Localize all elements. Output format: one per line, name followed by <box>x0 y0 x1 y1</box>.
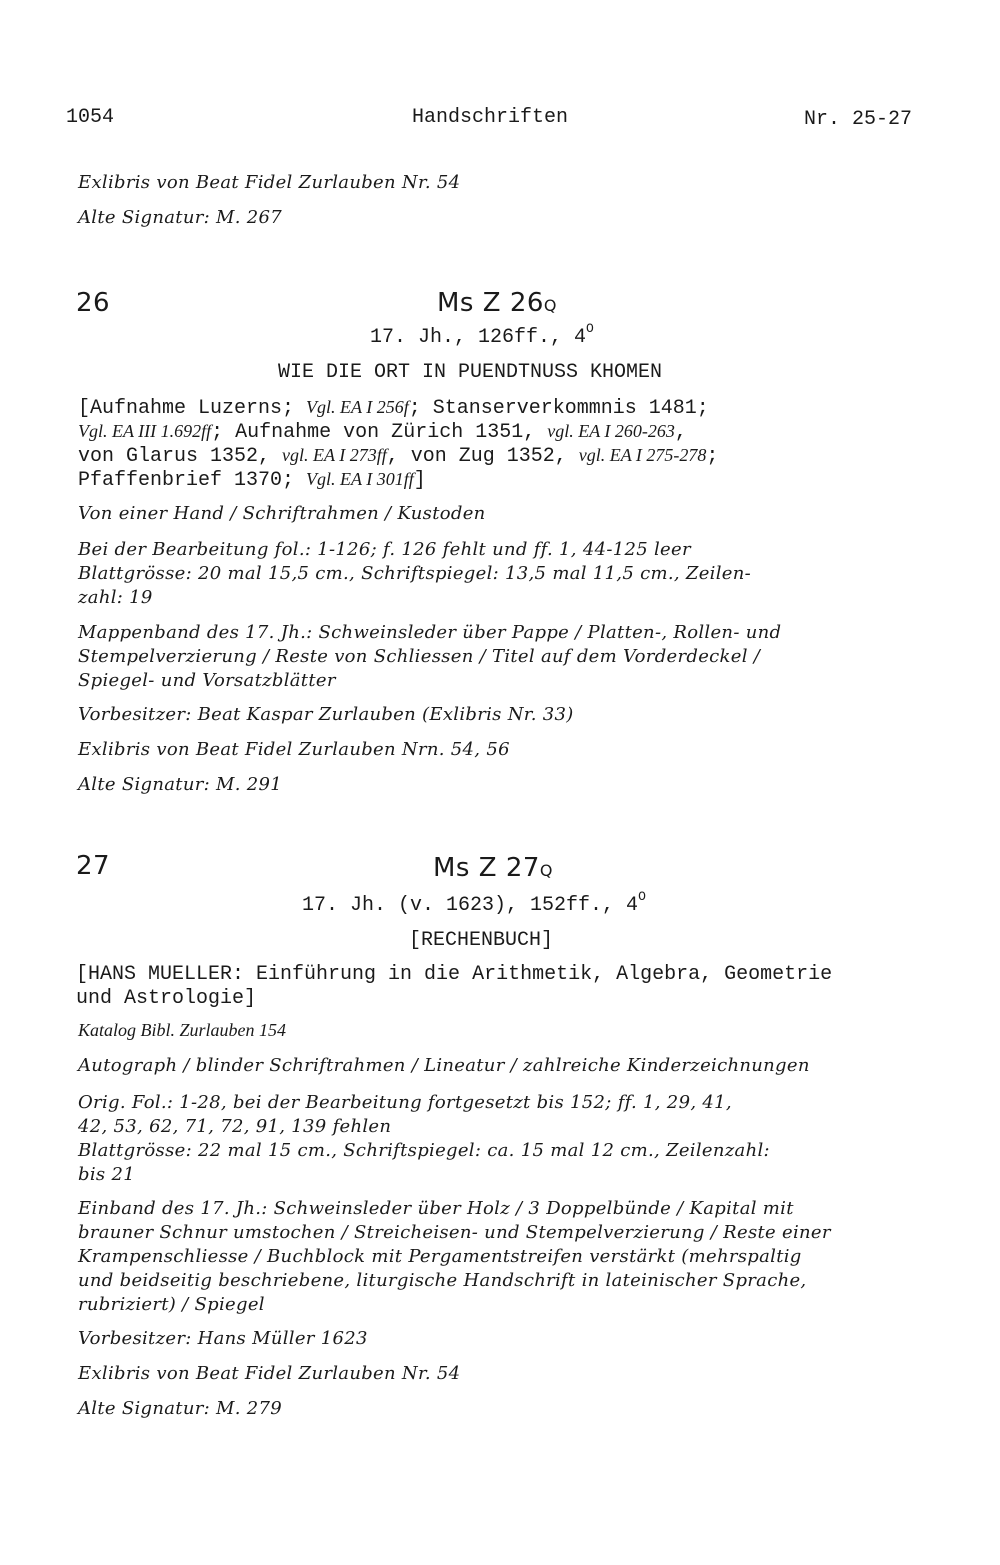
entry-27-catalog: Katalog Bibl. Zurlauben 154 <box>78 1020 287 1040</box>
entry-26-number: 26 <box>76 288 111 318</box>
running-title: Handschriften <box>412 106 569 129</box>
entry-26-dating: 17. Jh., 126ff., $4^O$ <box>370 321 594 349</box>
entry-26-binding-line: Spiegel- und Vorsatzblätter <box>78 670 336 691</box>
entry-26-shelfmark: Ms Z 26Q <box>437 288 557 318</box>
entry-26-content-line: Pfaffenbrief 1370; Vgl. EA I 301ff] <box>78 469 426 492</box>
entry-27-binding-line: brauner Schnur umstochen / Streicheisen- und Stempelverzierung / Reste einer <box>78 1222 831 1243</box>
entry-26-content-line: [Aufnahme Luzerns; Vgl. EA I 256f; Stanserverkommnis 1481; <box>78 397 709 420</box>
entry-26-title: WIE DIE ORT IN PUENDTNUSS KHOMEN <box>278 361 663 384</box>
entry-27-title: [RECHENBUCH] <box>409 929 554 952</box>
entry-27-content-line: [HANS MUELLER: Einführung in die Arithmetik, Algebra, Geometrie <box>76 963 833 986</box>
entry-27-hand: Autograph / blinder Schriftrahmen / Lineatur / zahlreiche Kinderzeichnungen <box>78 1055 810 1076</box>
entry-27-number: 27 <box>76 851 111 881</box>
entry-26-binding-line: Stempelverzierung / Reste von Schliessen / Titel auf dem Vorderdeckel / <box>78 646 761 667</box>
entry-range: Nr. 25-27 <box>804 108 913 131</box>
entry-27-exlibris: Exlibris von Beat Fidel Zurlauben Nr. 54 <box>78 1363 461 1384</box>
entry-26-foliation-line: Bei der Bearbeitung fol.: 1-126; f. 126 fehlt und ff. 1, 44-125 leer <box>78 539 691 560</box>
prev-signatur: Alte Signatur: M. 267 <box>78 207 283 228</box>
entry-26-content-line: von Glarus 1352, vgl. EA I 273ff, von Zug 1352, vgl. EA I 275-278; <box>78 445 719 468</box>
entry-27-binding-line: Einband des 17. Jh.: Schweinsleder über Holz / 3 Doppelbünde / Kapital mit <box>78 1198 794 1219</box>
entry-27-owner: Vorbesitzer: Hans Müller 1623 <box>78 1328 368 1349</box>
entry-27-foliation-line: 42, 53, 62, 71, 72, 91, 139 fehlen <box>78 1116 392 1137</box>
entry-26-binding-line: Mappenband des 17. Jh.: Schweinsleder über Pappe / Platten-, Rollen- und <box>78 622 782 643</box>
entry-27-binding-line: Krampenschliesse / Buchblock mit Pergamentstreifen verstärkt (mehrspaltig <box>78 1246 802 1267</box>
entry-27-shelfmark: Ms Z 27Q <box>433 853 553 883</box>
entry-27-binding-line: und beidseitig beschriebene, liturgische Handschrift in lateinischer Sprache, <box>78 1270 807 1291</box>
entry-27-binding-line: rubriziert) / Spiegel <box>78 1294 265 1315</box>
entry-27-dating: 17. Jh. (v. 1623), 152ff., $4^O$ <box>302 889 646 917</box>
entry-26-foliation-line: Blattgrösse: 20 mal 15,5 cm., Schriftspiegel: 13,5 mal 11,5 cm., Zeilen- <box>78 563 752 584</box>
entry-26-content-line: Vgl. EA III 1.692ff; Aufnahme von Zürich 1351, vgl. EA I 260-263, <box>78 421 687 444</box>
entry-27-foliation-line: Orig. Fol.: 1-28, bei der Bearbeitung fortgesetzt bis 152; ff. 1, 29, 41, <box>78 1092 732 1113</box>
entry-26-owner: Vorbesitzer: Beat Kaspar Zurlauben (Exlibris Nr. 33) <box>78 704 574 725</box>
entry-27-foliation-line: bis 21 <box>78 1164 135 1185</box>
page-number: 1054 <box>66 106 115 129</box>
entry-27-foliation-line: Blattgrösse: 22 mal 15 cm., Schriftspiegel: ca. 15 mal 12 cm., Zeilenzahl: <box>78 1140 770 1161</box>
entry-27-content-line: und Astrologie] <box>76 987 257 1010</box>
prev-exlibris: Exlibris von Beat Fidel Zurlauben Nr. 54 <box>78 172 461 193</box>
entry-26-hand: Von einer Hand / Schriftrahmen / Kustoden <box>78 503 486 524</box>
entry-26-signatur: Alte Signatur: M. 291 <box>78 774 283 795</box>
entry-26-foliation-line: zahl: 19 <box>78 587 153 608</box>
entry-26-exlibris: Exlibris von Beat Fidel Zurlauben Nrn. 54, 56 <box>78 739 510 760</box>
entry-27-signatur: Alte Signatur: M. 279 <box>78 1398 283 1419</box>
